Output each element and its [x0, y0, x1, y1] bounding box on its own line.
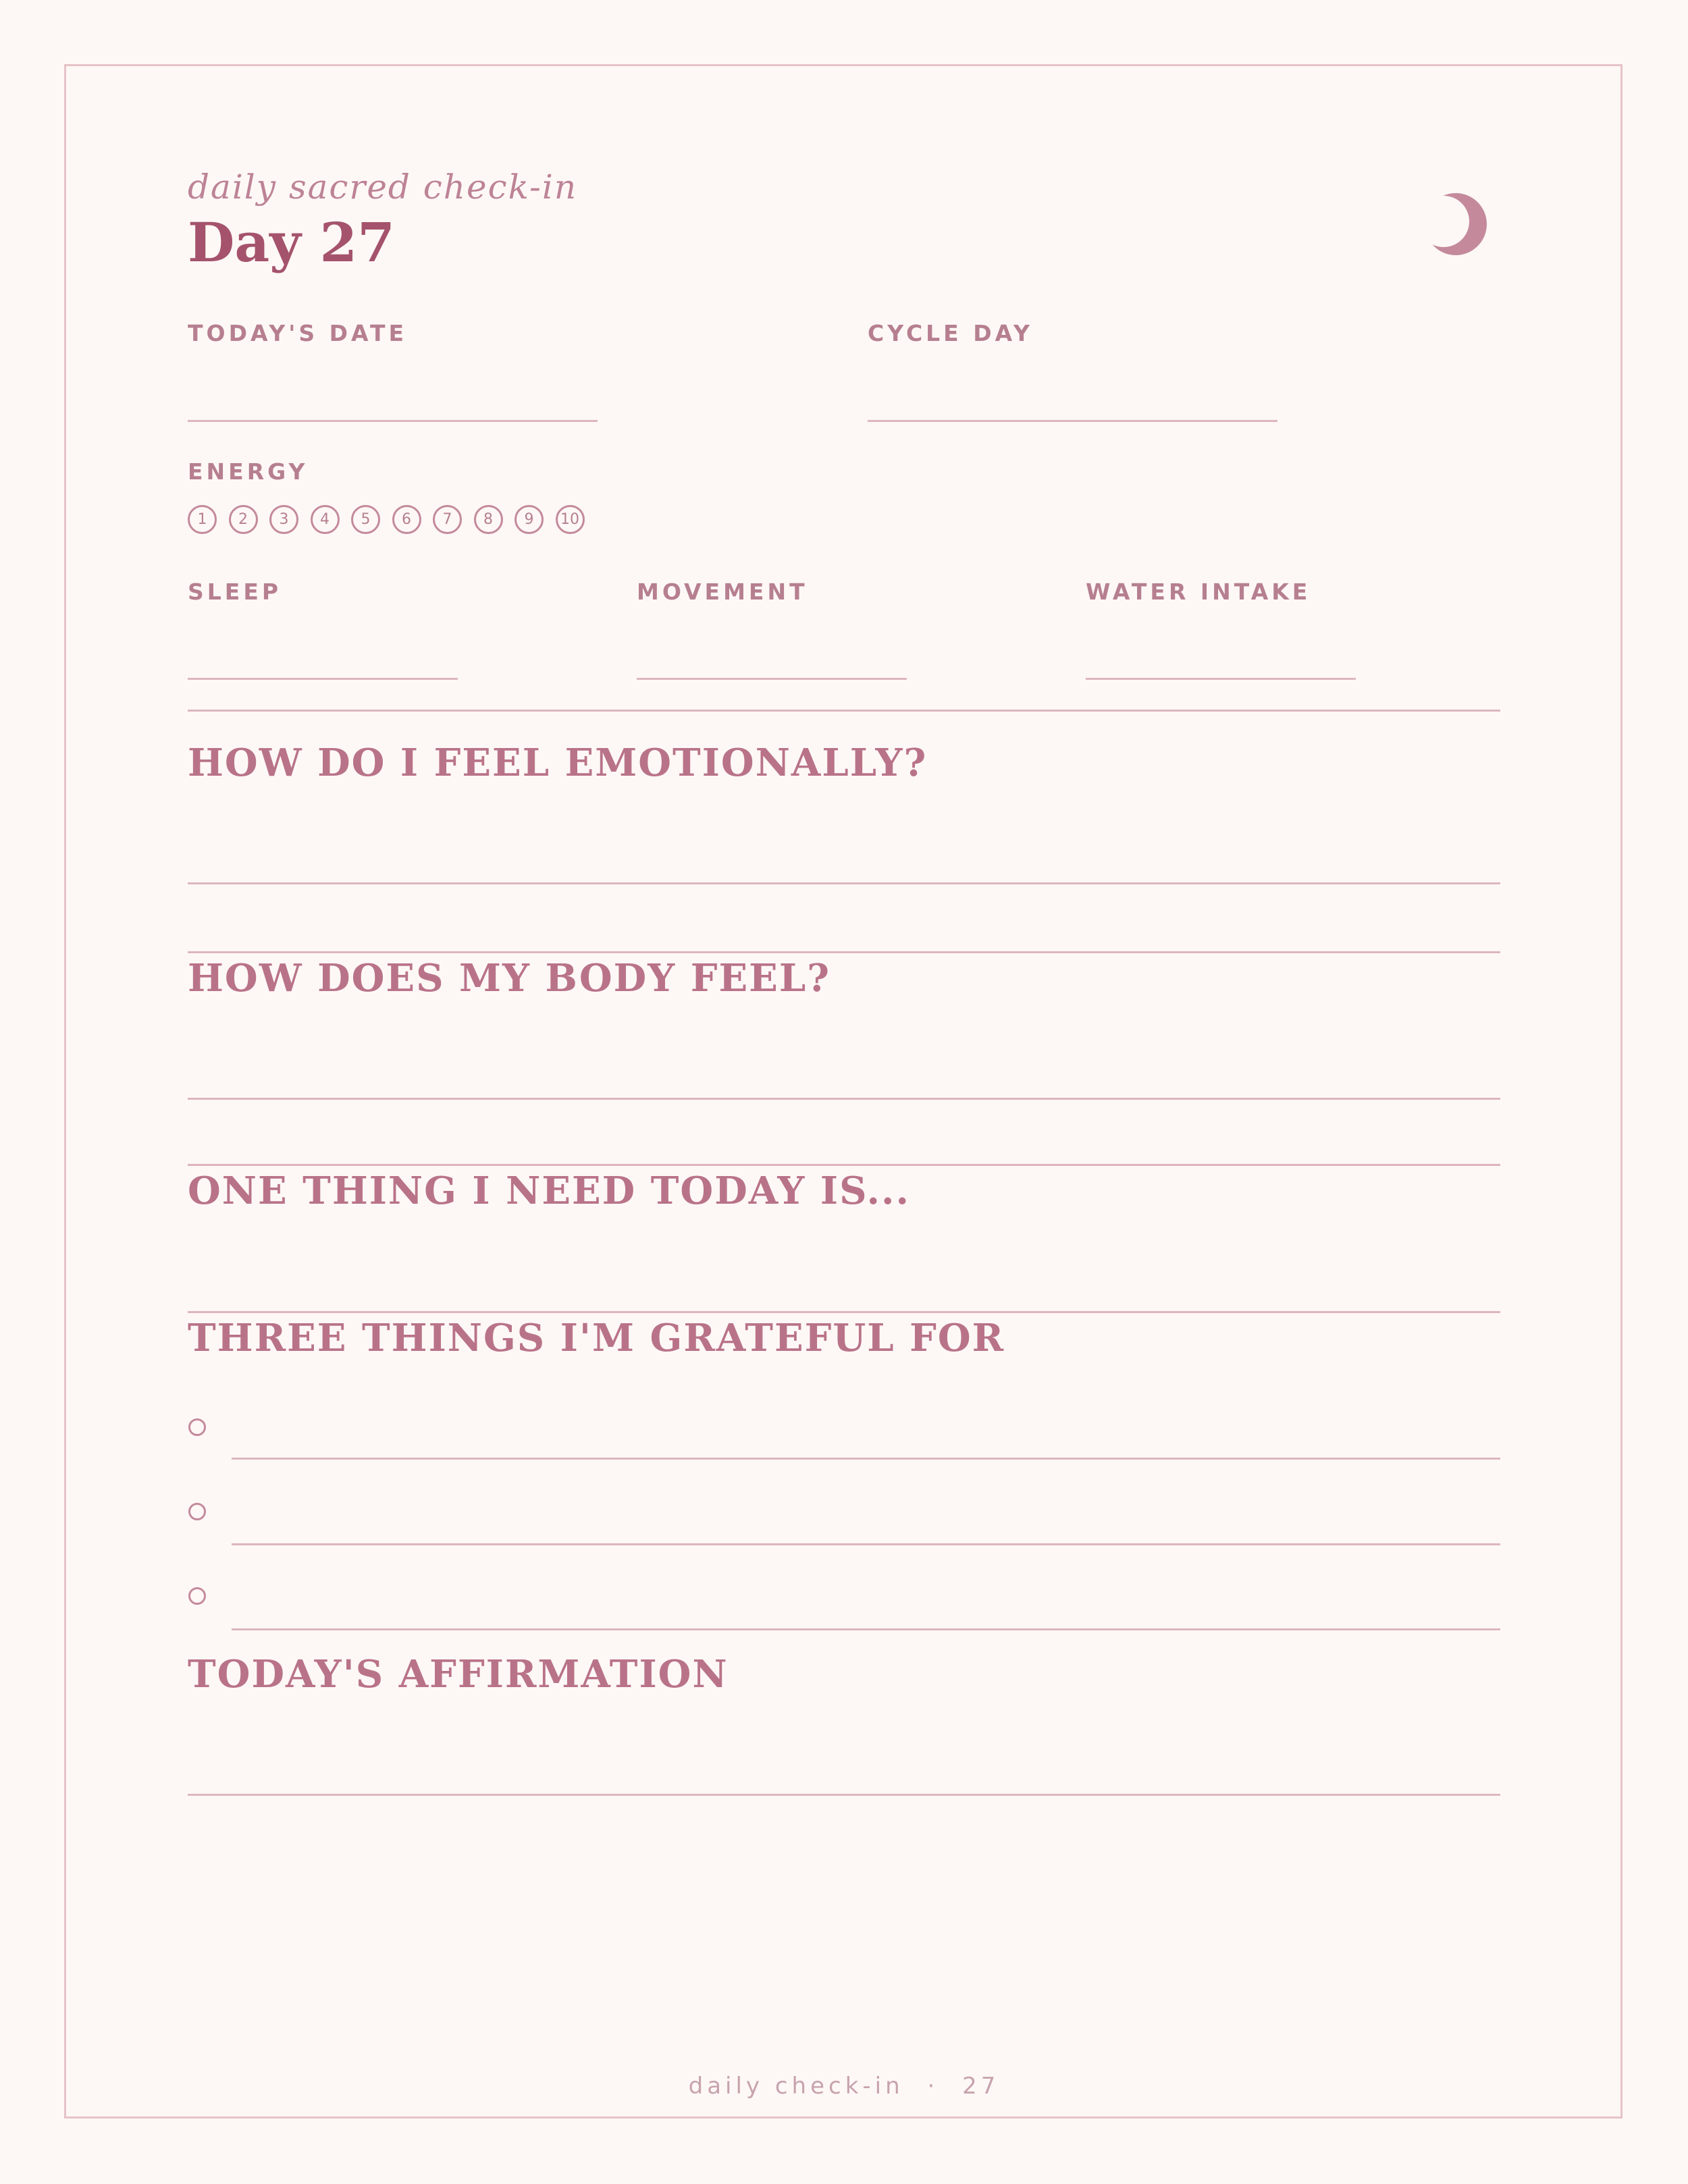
footer-label: daily check-in: [688, 2073, 904, 2100]
footer-separator: ·: [927, 2073, 939, 2100]
page-border: [64, 64, 1623, 2119]
energy-label: ENERGY: [188, 458, 309, 485]
movement-field[interactable]: [637, 678, 907, 680]
emotional-prompt-heading: HOW DO I FEEL EMOTIONALLY?: [188, 741, 928, 785]
todays-date-label: TODAY'S DATE: [188, 320, 408, 346]
page-subtitle: daily sacred check-in: [188, 167, 578, 207]
sleep-field[interactable]: [188, 678, 458, 680]
energy-option-10[interactable]: 10: [556, 505, 585, 534]
energy-option-1[interactable]: 1: [188, 505, 217, 534]
section-divider: [188, 710, 1500, 712]
crescent-moon-icon: [1423, 192, 1488, 257]
page-footer: [0, 2073, 1688, 2100]
need-writing-line[interactable]: [188, 1311, 1500, 1313]
affirmation-prompt-heading: TODAY'S AFFIRMATION: [188, 1652, 729, 1697]
emotional-writing-line[interactable]: [188, 951, 1500, 953]
todays-date-field[interactable]: [188, 420, 598, 422]
affirmation-writing-line[interactable]: [188, 1794, 1500, 1796]
cycle-day-field[interactable]: [868, 420, 1277, 422]
grateful-writing-line[interactable]: [232, 1543, 1500, 1545]
energy-option-9[interactable]: 9: [515, 505, 544, 534]
need-prompt-heading: ONE THING I NEED TODAY IS...: [188, 1169, 911, 1213]
body-writing-line[interactable]: [188, 1098, 1500, 1100]
body-writing-line[interactable]: [188, 1164, 1500, 1166]
bullet-icon: [188, 1418, 206, 1436]
bullet-icon: [188, 1587, 206, 1605]
grateful-writing-line[interactable]: [232, 1458, 1500, 1460]
energy-option-7[interactable]: 7: [433, 505, 462, 534]
energy-option-5[interactable]: 5: [351, 505, 380, 534]
page-title: Day 27: [188, 211, 395, 274]
sleep-label: SLEEP: [188, 579, 282, 605]
grateful-writing-line[interactable]: [232, 1628, 1500, 1630]
emotional-writing-line[interactable]: [188, 882, 1500, 884]
cycle-day-label: CYCLE DAY: [868, 320, 1033, 346]
body-prompt-heading: HOW DOES MY BODY FEEL?: [188, 956, 831, 1001]
water-intake-label: WATER INTAKE: [1086, 579, 1311, 605]
energy-option-4[interactable]: 4: [311, 505, 340, 534]
bullet-icon: [188, 1503, 206, 1520]
water-intake-field[interactable]: [1086, 678, 1356, 680]
grateful-prompt-heading: THREE THINGS I'M GRATEFUL FOR: [188, 1316, 1005, 1360]
energy-option-8[interactable]: 8: [474, 505, 503, 534]
energy-option-3[interactable]: 3: [269, 505, 298, 534]
energy-option-2[interactable]: 2: [229, 505, 258, 534]
movement-label: MOVEMENT: [637, 579, 808, 605]
energy-option-6[interactable]: 6: [392, 505, 421, 534]
energy-scale: [188, 505, 585, 534]
page-number: 27: [962, 2073, 1000, 2100]
